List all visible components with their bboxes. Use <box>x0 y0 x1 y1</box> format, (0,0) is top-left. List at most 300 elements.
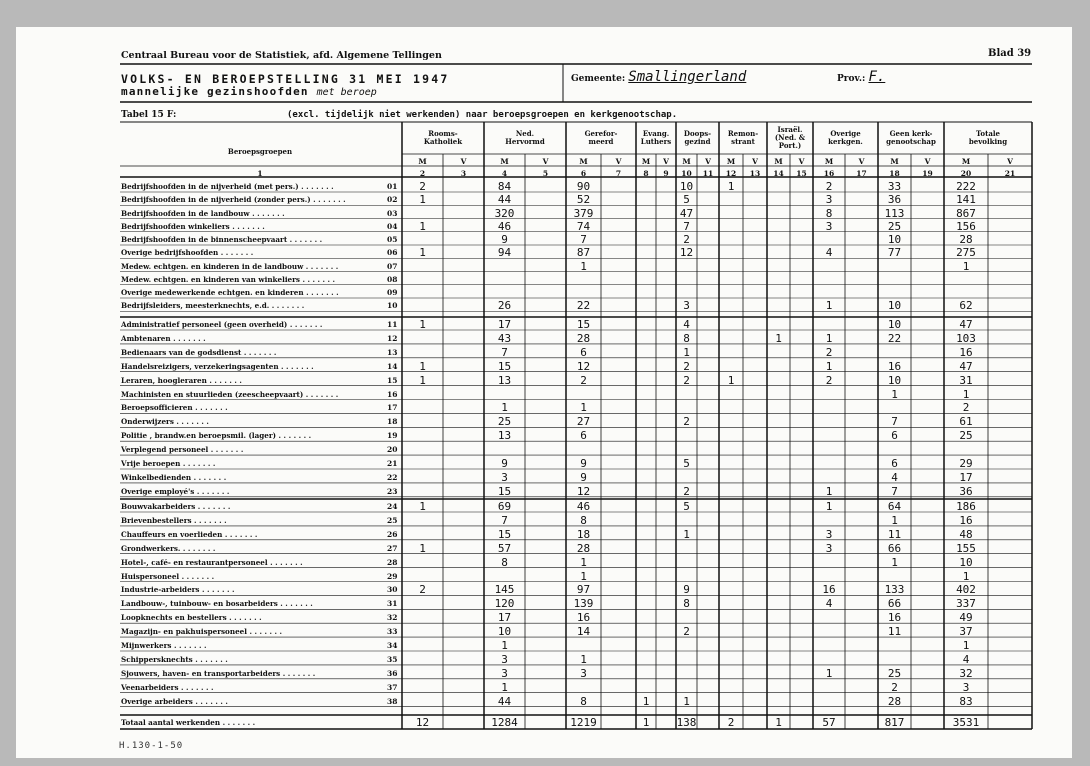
cell-dg: 9 <box>683 583 690 597</box>
cell-nh: 1 <box>501 639 508 652</box>
cell-gk: 1 <box>580 401 587 415</box>
row-label: Bedrijfsleiders, meesterknechts, e.d. . . . . . . . <box>121 301 305 311</box>
cell-nh: 15 <box>497 484 512 498</box>
cell-gk: 28 <box>576 331 591 345</box>
row-label: Medew. echtgen. en kinderen van winkeliers . . . . . . . <box>121 274 335 284</box>
gemeente-field: Gemeente: Smallingerland <box>571 69 747 85</box>
cell-dg: 47 <box>679 206 694 220</box>
row-code: 18 <box>387 417 398 427</box>
cell-nh: 10 <box>497 625 512 639</box>
cell-nh: 9 <box>501 457 508 470</box>
cell-gk: 6 <box>580 429 587 443</box>
sub-header-v: V <box>615 157 622 166</box>
form-code: H.130-1-50 <box>119 741 184 751</box>
row-code: 35 <box>387 654 398 664</box>
row-code: 16 <box>387 389 398 399</box>
cell-gk: 27 <box>576 415 591 429</box>
cell-tot: 36 <box>959 484 973 498</box>
cell-gn: 66 <box>887 541 902 555</box>
row-label: Administratief personeel (geen overheid) . . . . . . . <box>121 320 323 329</box>
row-label: Medew. echtgen. en kinderen in de landbouw . . . . . . . <box>121 261 339 271</box>
cell-nh: 3 <box>501 470 508 484</box>
cell-ok: 2 <box>825 345 833 359</box>
column-number: 8 <box>643 169 649 178</box>
row-label: Ambtenaren . . . . . . . <box>121 333 206 343</box>
beroepsgroepen-header: Beroepsgroepen <box>227 147 293 156</box>
row-label: Chauffeurs en voerlieden . . . . . . . <box>121 529 258 539</box>
cell-tot: 103 <box>956 331 976 345</box>
row-label: Industrie-arbeiders . . . . . . . <box>121 585 235 595</box>
cell-tot: 32 <box>959 666 973 680</box>
cell-tot: 49 <box>959 611 973 625</box>
cell-rk: 1 <box>419 246 426 260</box>
cell-dg: 2 <box>683 359 690 373</box>
total-rs: 2 <box>727 716 735 729</box>
cell-gn: 11 <box>887 527 902 541</box>
row-label: Hotel-, café- en restaurantpersoneel . . . . . . . <box>121 557 303 567</box>
sub-header-v: V <box>798 157 805 166</box>
cell-ok: 2 <box>825 373 833 387</box>
cell-tot: 186 <box>956 500 976 513</box>
cell-dg: 10 <box>679 180 694 193</box>
cell-gk: 16 <box>576 611 591 625</box>
row-label: Landbouw-, tuinbouw- en bosarbeiders . . . . . . . <box>121 599 313 609</box>
cell-nh: 3 <box>501 652 508 666</box>
row-label: Overige bedrijfshoofden . . . . . . . <box>121 248 254 258</box>
column-header: Totale bevolking <box>968 129 1008 146</box>
column-header: Geen kerk- genootschap <box>886 129 936 146</box>
row-label: Mijnwerkers . . . . . . . <box>121 641 207 650</box>
cell-gn: 7 <box>891 484 898 498</box>
row-code: 02 <box>387 195 398 205</box>
column-header: Gerefor- meerd <box>584 129 618 146</box>
sub-header-m: M <box>682 157 691 166</box>
column-header: Evang. Luthers <box>640 129 672 146</box>
cell-is: 1 <box>775 331 782 345</box>
row-label: Machinisten en stuurlieden (zeescheepvaart) . . . . . . . <box>121 389 339 399</box>
cell-tot: 1 <box>962 639 970 652</box>
column-header: Remon- strant <box>727 129 759 146</box>
row-label: Bouwvakarbeiders . . . . . . . <box>121 502 231 511</box>
column-number: 17 <box>856 169 867 178</box>
cell-gn: 66 <box>887 597 902 611</box>
row-label: Schippersknechts . . . . . . . <box>121 654 228 664</box>
sub-header-m: M <box>961 157 971 166</box>
column-number: 9 <box>663 169 669 178</box>
cell-dg: 1 <box>683 694 690 708</box>
cell-tot: 62 <box>959 299 973 313</box>
cell-rk: 1 <box>419 541 426 555</box>
row-code: 29 <box>387 571 398 581</box>
cell-gk: 2 <box>580 373 587 387</box>
column-header: Rooms- Katholiek <box>423 129 463 146</box>
cell-gn: 25 <box>887 666 902 680</box>
cell-gk: 3 <box>580 666 587 680</box>
sub-header-m: M <box>726 157 736 166</box>
blad-number: Blad 39 <box>988 48 1032 59</box>
row-code: 20 <box>387 445 398 455</box>
cell-gk: 46 <box>576 500 591 513</box>
cell-rk: 1 <box>419 219 426 233</box>
cell-gn: 133 <box>884 583 905 597</box>
cell-rk: 2 <box>419 180 426 193</box>
cell-nh: 46 <box>497 219 512 233</box>
cell-tot: 275 <box>956 246 976 260</box>
cell-ok: 1 <box>825 299 833 313</box>
row-code: 23 <box>387 486 398 496</box>
total-gn: 817 <box>884 716 905 729</box>
row-code: 21 <box>387 459 398 468</box>
row-code: 19 <box>387 431 398 441</box>
sub-header-v: V <box>542 157 549 166</box>
row-code: 17 <box>387 403 398 413</box>
cell-tot: 10 <box>959 555 973 569</box>
cell-rk: 1 <box>419 500 426 513</box>
cell-dg: 8 <box>683 597 690 611</box>
row-label: Bedrijfshoofden in de binnenscheepvaart . . . . . . . <box>121 235 323 244</box>
cell-rs: 1 <box>727 373 735 387</box>
cell-gn: 113 <box>884 206 905 220</box>
cell-dg: 4 <box>683 318 690 331</box>
cell-nh: 17 <box>497 611 512 625</box>
cell-dg: 3 <box>683 299 690 313</box>
row-code: 33 <box>387 627 398 637</box>
row-label: Overige employé's . . . . . . . <box>121 486 230 496</box>
cell-tot: 25 <box>959 429 973 443</box>
total-dg: 138 <box>676 716 697 729</box>
cell-gn: 10 <box>887 233 902 246</box>
total-nh: 1284 <box>491 716 518 729</box>
cell-rk: 2 <box>419 583 426 597</box>
cell-tot: 1 <box>962 259 970 273</box>
row-code: 37 <box>387 682 398 692</box>
cell-nh: 3 <box>501 666 508 680</box>
cell-nh: 17 <box>497 318 512 331</box>
cell-nh: 15 <box>497 359 512 373</box>
row-label: Bedienaars van de godsdienst . . . . . . . <box>121 347 277 357</box>
row-label: Huispersoneel . . . . . . . <box>121 571 215 581</box>
row-code: 31 <box>387 599 398 609</box>
cell-nh: 57 <box>497 541 512 555</box>
cell-gk: 9 <box>580 457 587 470</box>
cell-tot: 47 <box>959 318 973 331</box>
row-code: 38 <box>387 696 398 706</box>
cell-nh: 94 <box>497 246 512 260</box>
cell-tot: 3 <box>962 680 970 694</box>
row-code: 32 <box>387 613 398 623</box>
cell-gn: 33 <box>887 180 902 193</box>
column-number: 2 <box>419 169 426 178</box>
cell-ok: 1 <box>825 331 833 345</box>
row-code: 10 <box>387 301 398 311</box>
cell-dg: 2 <box>683 373 690 387</box>
cell-rk: 1 <box>419 373 426 387</box>
cell-tot: 29 <box>959 457 973 470</box>
row-code: 13 <box>387 347 398 357</box>
cell-nh: 25 <box>497 415 512 429</box>
cell-nh: 26 <box>497 299 512 313</box>
cell-dg: 5 <box>683 457 690 470</box>
cell-rk: 1 <box>419 318 426 331</box>
cell-nh: 320 <box>494 206 515 220</box>
cell-gn: 22 <box>887 331 902 345</box>
sub-header-v: V <box>752 157 758 166</box>
cell-nh: 13 <box>497 429 512 443</box>
cell-nh: 15 <box>497 527 512 541</box>
total-el: 1 <box>642 716 650 729</box>
cell-gk: 14 <box>576 625 591 639</box>
row-label: Vrije beroepen . . . . . . . <box>121 459 216 468</box>
row-label: Beroepsofficieren . . . . . . . <box>121 403 228 413</box>
row-code: 14 <box>387 361 398 371</box>
cell-tot: 2 <box>962 401 970 415</box>
cell-dg: 1 <box>683 527 690 541</box>
cell-tot: 47 <box>959 359 973 373</box>
cell-nh: 8 <box>501 555 508 569</box>
cell-tot: 31 <box>959 373 973 387</box>
row-code: 09 <box>387 288 398 297</box>
row-label: Brievenbestellers . . . . . . . <box>121 515 227 525</box>
row-label: Leraren, hoogleraren . . . . . . . <box>121 375 242 385</box>
sub-header-m: M <box>500 157 509 166</box>
row-label: Bedrijfshoofden in de nijverheid (met pers.) . . . . . . . <box>121 182 334 191</box>
row-code: 15 <box>387 375 398 385</box>
column-number: 13 <box>749 169 761 178</box>
row-label: Winkelbedienden . . . . . . . <box>121 472 227 482</box>
cell-gk: 12 <box>576 359 591 373</box>
column-header: Ned. Hervormd <box>505 129 545 146</box>
total-rk: 12 <box>415 716 430 729</box>
cell-nh: 120 <box>494 597 515 611</box>
cell-gn: 1 <box>891 513 898 527</box>
cell-gk: 379 <box>573 206 594 220</box>
total-label: Totaal aantal werkenden . . . . . . . <box>121 718 256 727</box>
column-number: 6 <box>580 169 587 178</box>
cell-gn: 10 <box>887 299 902 313</box>
column-number: 21 <box>1004 169 1016 178</box>
row-label: Overige medewerkende echtgen. en kinderen . . . . . . . <box>121 288 339 297</box>
row-code: 25 <box>387 515 398 525</box>
cell-nh: 44 <box>497 193 512 207</box>
cell-dg: 2 <box>683 625 690 639</box>
row-code: 05 <box>387 235 398 244</box>
cell-tot: 48 <box>959 527 973 541</box>
row-code: 01 <box>387 182 398 191</box>
cell-tot: 16 <box>959 345 973 359</box>
cell-ok: 1 <box>825 484 833 498</box>
census-subtitle: mannelijke gezinshoofden met beroep <box>121 85 377 98</box>
row-label: Bedrijfshoofden in de nijverheid (zonder pers.) . . . . . . . <box>121 195 346 205</box>
cell-gk: 87 <box>576 246 591 260</box>
row-code: 27 <box>387 543 398 553</box>
column-number: 11 <box>702 169 714 178</box>
row-label: Bedrijfshoofden in de landbouw . . . . . . . <box>121 208 285 218</box>
cell-tot: 155 <box>956 541 976 555</box>
cell-gk: 74 <box>576 219 591 233</box>
column-number: 19 <box>922 169 933 178</box>
cell-nh: 9 <box>501 233 508 246</box>
total-gk: 1219 <box>570 716 597 729</box>
cell-dg: 7 <box>683 219 690 233</box>
sub-header-v: V <box>1007 157 1013 166</box>
cell-dg: 2 <box>683 233 690 246</box>
table-number: Tabel 15 F: <box>121 110 177 120</box>
column-number: 14 <box>773 169 784 178</box>
row-label: Verplegend personeel . . . . . . . <box>121 445 244 455</box>
cell-gk: 7 <box>580 233 587 246</box>
cell-gk: 6 <box>580 345 587 359</box>
cell-gk: 9 <box>580 470 587 484</box>
column-number: 15 <box>796 169 807 178</box>
cell-tot: 867 <box>956 206 976 220</box>
cell-tot: 156 <box>956 219 976 233</box>
cell-nh: 69 <box>497 500 512 513</box>
cell-gn: 6 <box>891 457 898 470</box>
sub-header-m: M <box>890 157 899 166</box>
cell-tot: 17 <box>959 470 973 484</box>
total-is: 1 <box>775 716 782 729</box>
sub-header-v: V <box>460 157 467 166</box>
sub-header-v: V <box>924 157 931 166</box>
cell-ok: 2 <box>825 180 833 193</box>
column-number: 4 <box>501 169 508 178</box>
column-number: 5 <box>542 169 549 178</box>
cell-rk: 1 <box>419 359 426 373</box>
cell-nh: 1 <box>501 401 508 415</box>
cell-nh: 84 <box>497 180 512 193</box>
row-code: 08 <box>387 274 398 284</box>
total-tot: 3531 <box>952 716 980 729</box>
cell-gn: 6 <box>891 429 898 443</box>
cell-gk: 22 <box>576 299 591 313</box>
cell-nh: 7 <box>501 345 508 359</box>
column-number: 7 <box>615 169 622 178</box>
census-title: VOLKS- EN BEROEPSTELLING 31 MEI 1947 <box>121 72 450 86</box>
cell-ok: 3 <box>825 527 833 541</box>
column-number: 18 <box>889 169 900 178</box>
cell-gn: 1 <box>891 387 898 401</box>
cell-gk: 97 <box>576 583 591 597</box>
column-header: Overige kerkgen. <box>828 129 863 146</box>
cell-dg: 12 <box>679 246 694 260</box>
sub-header-v: V <box>663 157 669 166</box>
bureau-heading: Centraal Bureau voor de Statistiek, afd. Algemene Tellingen <box>121 50 442 61</box>
cell-ok: 1 <box>825 500 833 513</box>
column-number: 10 <box>681 169 692 178</box>
row-code: 22 <box>387 472 398 482</box>
column-header: Doops- gezind <box>683 129 712 146</box>
cell-gk: 90 <box>576 180 591 193</box>
cell-dg: 5 <box>683 193 690 207</box>
cell-gk: 15 <box>576 318 591 331</box>
cell-ok: 1 <box>825 359 833 373</box>
cell-tot: 37 <box>959 625 973 639</box>
cell-nh: 7 <box>501 513 508 527</box>
cell-ok: 3 <box>825 193 833 207</box>
cell-dg: 5 <box>683 500 690 513</box>
cell-tot: 222 <box>956 180 976 193</box>
cell-nh: 44 <box>497 694 512 708</box>
cell-tot: 1 <box>962 569 970 583</box>
cell-tot: 337 <box>956 597 976 611</box>
sub-header-m: M <box>418 157 427 166</box>
cell-gn: 28 <box>887 694 902 708</box>
province-field: Prov.: F. <box>837 69 886 85</box>
cell-dg: 2 <box>683 415 690 429</box>
cell-gn: 25 <box>887 219 902 233</box>
row-code: 04 <box>387 221 398 231</box>
cell-tot: 83 <box>959 694 973 708</box>
cell-tot: 16 <box>959 513 973 527</box>
cell-ok: 3 <box>825 219 833 233</box>
cell-gn: 10 <box>887 318 902 331</box>
cell-ok: 4 <box>825 246 833 260</box>
cell-gk: 1 <box>580 555 587 569</box>
row-label: Overige arbeiders . . . . . . . <box>121 696 228 706</box>
cell-tot: 61 <box>959 415 973 429</box>
cell-gn: 36 <box>887 193 902 207</box>
sub-header-m: M <box>579 157 588 166</box>
cell-gk: 18 <box>576 527 591 541</box>
cell-gn: 1 <box>891 555 898 569</box>
row-code: 26 <box>387 529 398 539</box>
cell-gn: 2 <box>891 680 898 694</box>
row-code: 24 <box>387 502 398 511</box>
column-number: 20 <box>960 169 972 178</box>
cell-gk: 8 <box>580 513 587 527</box>
sub-header-m: M <box>824 157 834 166</box>
cell-ok: 3 <box>825 541 833 555</box>
row-label: Veenarbeiders . . . . . . . <box>121 682 214 692</box>
cell-gn: 64 <box>887 500 902 513</box>
cell-rs: 1 <box>727 180 735 193</box>
sub-header-m: M <box>641 157 651 166</box>
cell-gk: 8 <box>580 694 587 708</box>
cell-tot: 141 <box>956 193 976 207</box>
row-label: Handelsreizigers, verzekeringsagenten . . . . . . . <box>121 361 314 371</box>
row-code: 36 <box>387 668 398 678</box>
cell-gk: 1 <box>580 259 587 273</box>
table-description: (excl. tijdelijk niet werkenden) naar beroepsgroepen en kerkgenootschap. <box>287 110 678 120</box>
row-label: Loopknechts en bestellers . . . . . . . <box>121 613 262 623</box>
cell-tot: 1 <box>962 387 970 401</box>
cell-gk: 139 <box>573 597 594 611</box>
cell-ok: 1 <box>825 666 833 680</box>
total-ok: 57 <box>822 716 836 729</box>
column-number: 1 <box>257 169 263 178</box>
cell-dg: 1 <box>683 345 690 359</box>
row-code: 34 <box>387 641 398 650</box>
row-label: Magazijn- en pakhuispersoneel . . . . . . . <box>121 627 282 637</box>
cell-ok: 16 <box>822 583 836 597</box>
row-code: 11 <box>387 320 398 329</box>
cell-rk: 1 <box>419 193 426 207</box>
row-code: 03 <box>387 208 398 218</box>
sub-header-m: M <box>774 157 783 166</box>
cell-gn: 16 <box>887 359 902 373</box>
cell-gn: 4 <box>891 470 898 484</box>
cell-nh: 1 <box>501 680 508 694</box>
cell-el: 1 <box>642 694 650 708</box>
row-code: 30 <box>387 585 398 595</box>
cell-gk: 52 <box>576 193 591 207</box>
cell-gn: 11 <box>887 625 902 639</box>
cell-dg: 8 <box>683 331 690 345</box>
cell-gn: 77 <box>887 246 902 260</box>
cell-nh: 13 <box>497 373 512 387</box>
column-number: 12 <box>725 169 737 178</box>
cell-gn: 16 <box>887 611 902 625</box>
